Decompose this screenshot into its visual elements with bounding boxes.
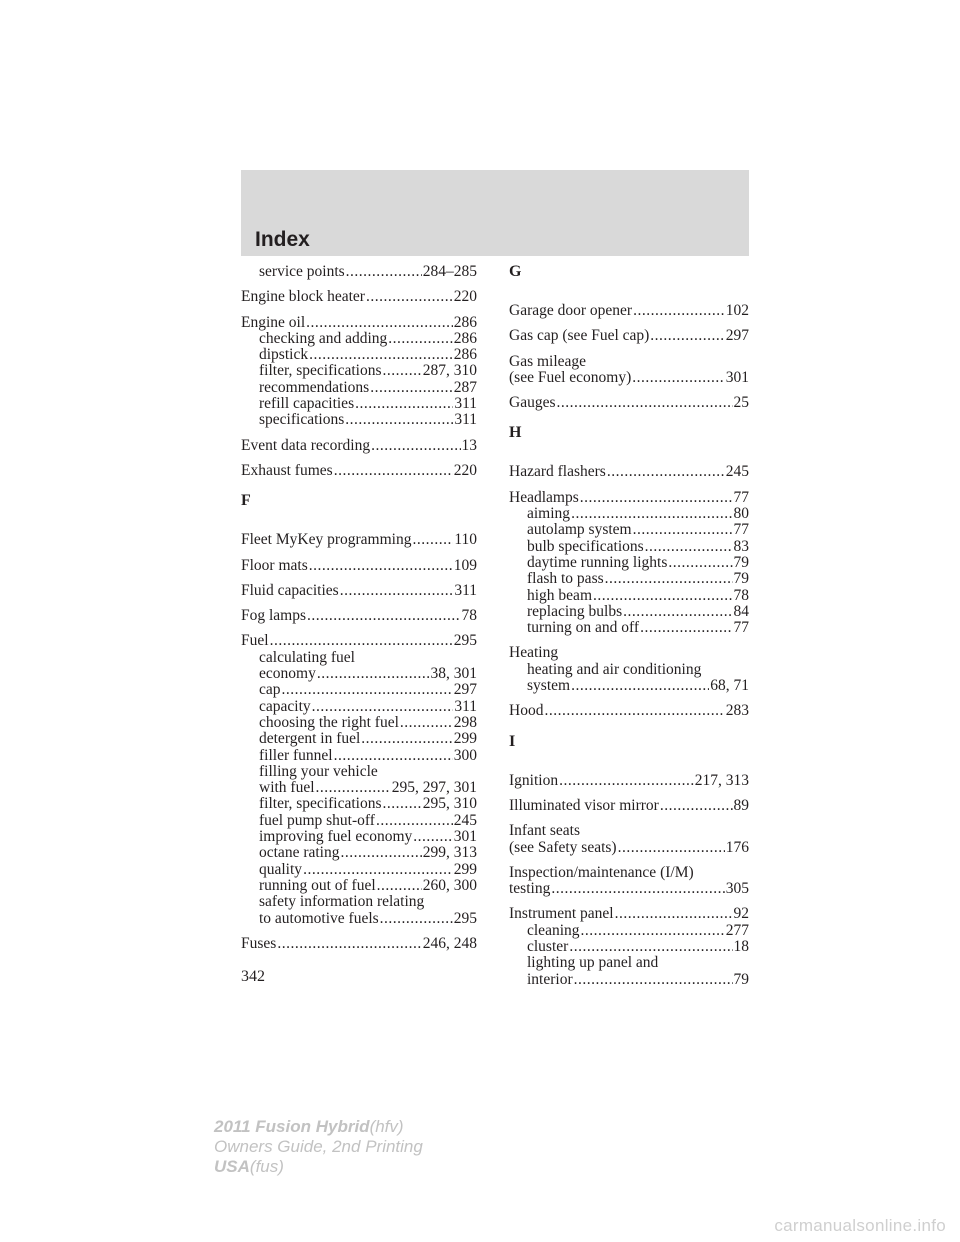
index-term-text: economy xyxy=(259,665,316,683)
index-term xyxy=(241,608,477,624)
index-term-text: recommendations xyxy=(259,378,370,396)
dot-leader xyxy=(571,506,732,522)
index-term-text: system xyxy=(527,677,571,695)
dot-leader xyxy=(645,539,733,555)
footer-model: 2011 Fusion Hybrid xyxy=(214,1117,370,1136)
index-term-text: autolamp system xyxy=(527,521,632,539)
index-term-text: Inspection/maintenance (I/M) xyxy=(509,863,694,881)
index-term-text: cap xyxy=(259,681,281,699)
index-page-ref: 295, 297, 301 xyxy=(391,779,477,797)
index-term-text: safety information relating xyxy=(259,893,425,911)
index-page-ref: 286 xyxy=(453,329,477,347)
dot-leader xyxy=(660,798,733,814)
index-page-ref: 301 xyxy=(725,368,749,386)
dot-leader xyxy=(361,731,452,747)
index-letter-heading: H xyxy=(509,424,522,442)
index-term xyxy=(241,532,477,548)
index-term-text: Floor mats xyxy=(241,556,308,574)
index-entry xyxy=(241,608,477,624)
index-term-text: Fuel xyxy=(241,632,269,650)
dot-leader xyxy=(345,412,453,428)
index-subentry xyxy=(241,862,477,878)
index-term-text: Infant seats xyxy=(509,822,581,840)
header-band xyxy=(241,170,749,256)
index-entry xyxy=(509,303,749,319)
dot-leader xyxy=(376,813,453,829)
index-term xyxy=(509,464,749,480)
index-entry xyxy=(509,865,749,898)
index-term-text: Event data recording xyxy=(241,436,371,454)
index-subentry xyxy=(509,678,749,694)
index-subentry xyxy=(241,682,477,698)
dot-leader xyxy=(340,845,421,861)
dot-leader xyxy=(650,328,724,344)
index-term xyxy=(509,906,749,922)
index-term-text: interior xyxy=(527,970,573,988)
page-number: 342 xyxy=(241,968,265,985)
index-term-text: Exhaust fumes xyxy=(241,461,333,479)
dot-leader xyxy=(334,463,453,479)
index-page-ref: 297 xyxy=(453,681,477,699)
index-page-ref: 295, 310 xyxy=(422,795,477,813)
index-term-text: Ignition xyxy=(509,771,559,789)
index-page-ref: 298 xyxy=(453,713,477,731)
index-subentry xyxy=(241,347,477,363)
index-subentry xyxy=(509,939,749,955)
index-term xyxy=(509,865,749,881)
index-entry xyxy=(241,315,477,429)
dot-leader xyxy=(309,558,453,574)
index-term xyxy=(509,773,749,789)
index-term-text: calculating fuel xyxy=(259,648,355,666)
index-term-text: fuel pump shut-off xyxy=(259,811,375,829)
dot-leader xyxy=(316,780,391,796)
index-subentry xyxy=(509,604,749,620)
index-term-text: Heating xyxy=(509,644,559,662)
index-term-text: Fog lamps xyxy=(241,607,307,625)
index-term-text: with fuel xyxy=(259,779,315,797)
index-subentry xyxy=(241,666,477,682)
index-entry xyxy=(509,645,749,694)
dot-leader xyxy=(388,331,452,347)
index-subentry xyxy=(241,699,477,715)
footer-print-info xyxy=(214,1117,423,1177)
index-page-ref: 89 xyxy=(733,796,749,814)
index-subentry xyxy=(241,715,477,731)
dot-leader xyxy=(559,773,694,789)
index-page-ref: 79 xyxy=(733,970,749,988)
index-subentry xyxy=(241,796,477,812)
index-term-text: Engine oil xyxy=(241,313,306,331)
index-page-ref: 311 xyxy=(454,395,477,413)
index-page-ref: 176 xyxy=(725,838,749,856)
index-entry xyxy=(241,633,477,926)
page-title: Index xyxy=(255,228,310,251)
index-page-ref: 18 xyxy=(733,938,749,956)
index-term-text: lighting up panel and xyxy=(527,954,659,972)
index-term xyxy=(509,354,749,370)
dot-leader xyxy=(632,370,725,386)
dot-leader xyxy=(551,881,724,897)
dot-leader xyxy=(623,604,732,620)
dot-leader xyxy=(607,464,725,480)
index-term-text: heating and air conditioning xyxy=(527,660,702,678)
dot-leader xyxy=(370,380,453,396)
index-term-text: turning on and off xyxy=(527,619,640,637)
dot-leader xyxy=(557,395,733,411)
index-term xyxy=(241,289,477,305)
index-term-text: filter, specifications xyxy=(259,362,382,380)
index-subentry xyxy=(241,380,477,396)
index-page-ref: 295 xyxy=(453,909,477,927)
dot-leader xyxy=(377,878,422,894)
dot-leader xyxy=(633,303,725,319)
index-term-text: improving fuel economy xyxy=(259,828,413,846)
dot-leader xyxy=(366,289,453,305)
index-term xyxy=(241,936,477,952)
index-term-text: specifications xyxy=(259,411,345,429)
index-term-text: filter, specifications xyxy=(259,795,382,813)
index-entry xyxy=(509,773,749,789)
index-term xyxy=(241,438,477,454)
index-letter-heading: F xyxy=(241,492,251,510)
index-page-ref: 92 xyxy=(733,905,749,923)
index-term-text: Engine block heater xyxy=(241,288,365,306)
index-term-text: Headlamps xyxy=(509,488,579,506)
dot-leader xyxy=(618,840,725,856)
index-page-ref: 299, 313 xyxy=(422,844,477,862)
index-subentry xyxy=(241,878,477,894)
index-page-ref: 301 xyxy=(453,828,477,846)
index-page-ref: 217, 313 xyxy=(694,771,749,789)
index-entry xyxy=(241,264,477,280)
index-entry xyxy=(509,906,749,987)
index-subentry xyxy=(241,412,477,428)
index-subentry xyxy=(241,331,477,347)
index-subentry xyxy=(241,780,477,796)
index-term-text: service points xyxy=(259,263,345,280)
dot-leader xyxy=(413,829,453,845)
dot-leader xyxy=(569,939,732,955)
index-term-text: refill capacities xyxy=(259,395,355,413)
index-entry xyxy=(509,328,749,344)
index-term-text: checking and adding xyxy=(259,329,388,347)
dot-leader xyxy=(309,347,453,363)
index-page-ref: 246, 248 xyxy=(422,934,477,952)
index-subentry xyxy=(509,522,749,538)
index-page-ref: 300 xyxy=(453,746,477,764)
index-term xyxy=(241,315,477,331)
index-subentry xyxy=(241,813,477,829)
index-term-text: high beam xyxy=(527,586,592,604)
index-term xyxy=(509,798,749,814)
footer-model-code: (hfv) xyxy=(369,1117,404,1136)
dot-leader xyxy=(382,363,421,379)
index-page-ref: 80 xyxy=(733,505,749,523)
index-letter-heading: G xyxy=(509,263,522,280)
dot-leader xyxy=(334,748,453,764)
dot-leader xyxy=(355,396,453,412)
index-page-ref: 245 xyxy=(725,463,749,481)
index-term xyxy=(509,395,749,411)
index-subentry xyxy=(509,662,749,678)
index-term-text: filling your vehicle xyxy=(259,762,378,780)
dot-leader xyxy=(270,633,453,649)
index-letter-heading: I xyxy=(509,732,516,750)
index-term-text: Garage door opener xyxy=(509,302,633,319)
dot-leader xyxy=(382,796,421,812)
index-entry xyxy=(509,490,749,637)
footer-guide: Owners Guide, 2nd Printing xyxy=(214,1137,423,1156)
dot-leader xyxy=(282,682,453,698)
index-subentry xyxy=(241,829,477,845)
index-page-ref: 220 xyxy=(453,461,477,479)
index-subentry xyxy=(509,972,749,988)
dot-leader xyxy=(380,911,453,927)
index-term-text: (see Safety seats) xyxy=(509,838,617,856)
index-term-text: bulb specifications xyxy=(527,537,644,555)
index-term-text: Hood xyxy=(509,702,544,720)
index-term-text: choosing the right fuel xyxy=(259,713,399,731)
index-term-text: daytime running lights xyxy=(527,553,668,571)
index-term-text: dipstick xyxy=(259,346,309,364)
dot-leader xyxy=(633,522,733,538)
index-page-ref: 299 xyxy=(453,730,477,748)
index-entry xyxy=(241,463,477,479)
index-term-text: Hazard flashers xyxy=(509,463,606,481)
dot-leader xyxy=(544,703,724,719)
index-term-text: detergent in fuel xyxy=(259,730,361,748)
index-page-ref: 78 xyxy=(733,586,749,604)
index-page-ref: 295 xyxy=(453,632,477,650)
index-term xyxy=(509,490,749,506)
index-term-text: cleaning xyxy=(527,921,580,939)
index-term xyxy=(509,303,749,319)
dot-leader xyxy=(580,490,733,506)
dot-leader xyxy=(303,862,453,878)
index-entry xyxy=(509,464,749,480)
index-page-ref: 83 xyxy=(733,537,749,555)
index-page-ref: 311 xyxy=(454,411,477,429)
index-term-text: capacity xyxy=(259,697,311,715)
index-page-ref: 77 xyxy=(733,521,749,539)
dot-leader xyxy=(307,608,460,624)
index-page-ref: 77 xyxy=(733,488,749,506)
dot-leader xyxy=(571,678,709,694)
index-entry xyxy=(241,438,477,454)
index-page-ref: 102 xyxy=(725,302,749,319)
index-term-text: testing xyxy=(509,880,551,898)
index-page-ref: 287, 310 xyxy=(422,362,477,380)
index-page-ref: 284–285 xyxy=(422,263,477,280)
index-page-ref: 13 xyxy=(461,436,477,454)
index-page-ref: 38, 301 xyxy=(430,665,477,683)
index-page-ref: 25 xyxy=(733,394,749,412)
index-term xyxy=(241,583,477,599)
index-subentry xyxy=(509,620,749,636)
index-term-text: Fuses xyxy=(241,934,277,952)
dot-leader xyxy=(312,699,454,715)
index-term-text: Fleet MyKey programming xyxy=(241,531,412,549)
index-page-ref: 311 xyxy=(454,697,477,715)
index-entry xyxy=(509,395,749,411)
index-page-ref: 297 xyxy=(725,327,749,345)
index-page-ref: 77 xyxy=(733,619,749,637)
index-term-text: to automotive fuels xyxy=(259,909,379,927)
index-term-text: Fluid capacities xyxy=(241,581,339,599)
index-term xyxy=(241,463,477,479)
index-term-text: Gas cap (see Fuel cap) xyxy=(509,327,650,345)
index-page-ref: 110 xyxy=(454,531,477,549)
index-term-text: Gauges xyxy=(509,394,556,412)
index-term-text: Instrument panel xyxy=(509,905,614,923)
index-subentry xyxy=(509,539,749,555)
index-subentry xyxy=(241,264,477,280)
footer-market: USA xyxy=(214,1157,250,1176)
index-page-ref: 260, 300 xyxy=(422,876,477,894)
index-term-text: filler funnel xyxy=(259,746,333,764)
index-page-ref: 286 xyxy=(453,313,477,331)
index-term-text: running out of fuel xyxy=(259,876,376,894)
index-subentry xyxy=(241,894,477,910)
index-subentry xyxy=(509,955,749,971)
watermark: carmanualsonline.info xyxy=(774,1216,946,1235)
index-subentry xyxy=(241,748,477,764)
dot-leader xyxy=(371,438,460,454)
index-subentry xyxy=(509,555,749,571)
index-term xyxy=(509,881,749,897)
index-subentry xyxy=(241,764,477,780)
index-entry xyxy=(509,823,749,856)
index-page-ref: 68, 71 xyxy=(710,677,749,695)
dot-leader xyxy=(277,936,421,952)
index-term xyxy=(241,633,477,649)
dot-leader xyxy=(581,923,725,939)
index-page-ref: 79 xyxy=(733,570,749,588)
index-term xyxy=(509,823,749,839)
index-entry xyxy=(509,798,749,814)
index-entry xyxy=(241,289,477,305)
index-page-ref: 305 xyxy=(725,880,749,898)
index-term-text: flash to pass xyxy=(527,570,604,588)
index-page-ref: 283 xyxy=(725,702,749,720)
index-subentry xyxy=(241,650,477,666)
dot-leader xyxy=(668,555,732,571)
index-term xyxy=(241,558,477,574)
index-entry xyxy=(241,936,477,952)
index-term-text: Gas mileage xyxy=(509,352,587,370)
index-entry xyxy=(241,532,477,548)
index-page-ref: 84 xyxy=(733,602,749,620)
index-term-text: Illuminated visor mirror xyxy=(509,796,659,814)
index-page-ref: 109 xyxy=(453,556,477,574)
index-page-ref: 277 xyxy=(725,921,749,939)
index-term-text: aiming xyxy=(527,505,571,523)
index-term-text: quality xyxy=(259,860,303,878)
index-page-ref: 220 xyxy=(453,288,477,306)
index-term-text: replacing bulbs xyxy=(527,602,623,620)
index-subentry xyxy=(241,845,477,861)
dot-leader xyxy=(640,620,732,636)
footer-market-code: (fus) xyxy=(249,1157,284,1176)
index-term xyxy=(509,840,749,856)
index-term-text: cluster xyxy=(527,938,569,956)
index-page-ref: 311 xyxy=(454,581,477,599)
index-term xyxy=(509,645,749,661)
index-term xyxy=(509,328,749,344)
index-page-ref: 299 xyxy=(453,860,477,878)
index-page-ref: 286 xyxy=(453,346,477,364)
index-page-ref: 78 xyxy=(461,607,477,625)
index-entry xyxy=(241,583,477,599)
dot-leader xyxy=(400,715,453,731)
index-term xyxy=(509,370,749,386)
index-entry xyxy=(509,703,749,719)
index-term-text: octane rating xyxy=(259,844,340,862)
dot-leader xyxy=(340,583,454,599)
index-subentry xyxy=(509,506,749,522)
index-subentry xyxy=(509,571,749,587)
dot-leader xyxy=(412,532,453,548)
dot-leader xyxy=(605,571,733,587)
index-subentry xyxy=(241,731,477,747)
dot-leader xyxy=(306,315,453,331)
index-entry xyxy=(509,354,749,387)
index-term xyxy=(509,703,749,719)
index-subentry xyxy=(241,363,477,379)
index-page-ref: 245 xyxy=(453,811,477,829)
index-subentry xyxy=(509,923,749,939)
dot-leader xyxy=(574,972,733,988)
dot-leader xyxy=(346,264,422,280)
index-term-text: (see Fuel economy) xyxy=(509,368,632,386)
index-column-left xyxy=(241,264,477,961)
index-column-right xyxy=(509,264,749,997)
dot-leader xyxy=(593,588,733,604)
index-page-ref: 79 xyxy=(733,553,749,571)
index-entry xyxy=(241,558,477,574)
index-subentry xyxy=(241,396,477,412)
dot-leader xyxy=(317,666,430,682)
index-page-ref: 287 xyxy=(453,378,477,396)
index-subentry xyxy=(241,911,477,927)
index-subentry xyxy=(509,588,749,604)
dot-leader xyxy=(615,906,733,922)
